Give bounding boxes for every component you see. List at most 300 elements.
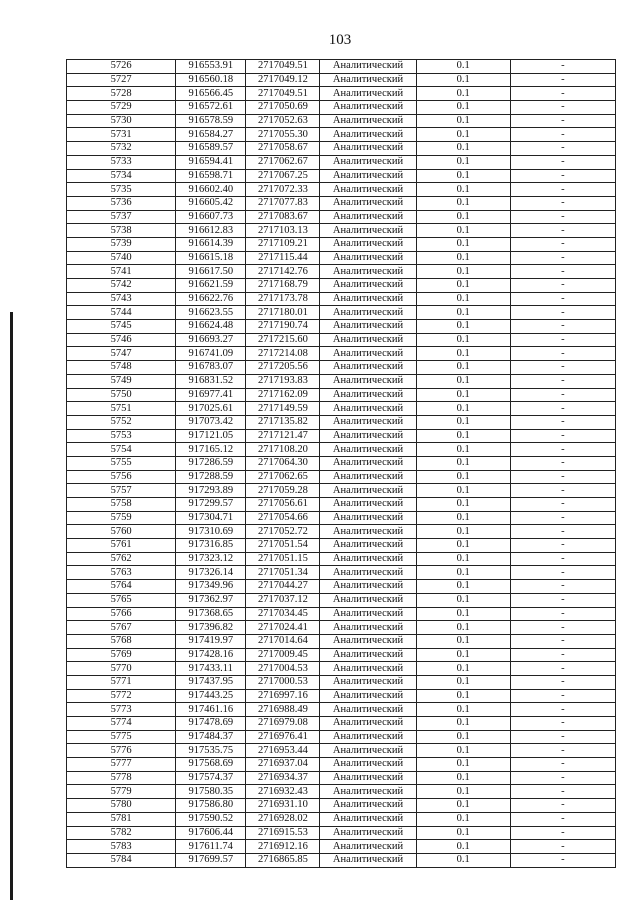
- y-coordinate-cell: 2717121.47: [246, 429, 320, 443]
- point-number-cell: 5729: [67, 101, 176, 115]
- table-row: [67, 429, 616, 443]
- y-coordinate-cell: 2716988.49: [246, 703, 320, 717]
- point-number-cell: 5743: [67, 292, 176, 306]
- table-row: [67, 128, 616, 142]
- x-coordinate-cell: 917484.37: [176, 730, 246, 744]
- note-cell: -: [510, 456, 615, 470]
- x-coordinate-cell: 917437.95: [176, 675, 246, 689]
- y-coordinate-cell: 2717142.76: [246, 265, 320, 279]
- method-cell: Аналитический: [320, 648, 416, 662]
- x-coordinate-cell: 917316.85: [176, 539, 246, 553]
- note-cell: -: [510, 265, 615, 279]
- method-cell: Аналитический: [320, 210, 416, 224]
- point-number-cell: 5783: [67, 840, 176, 854]
- precision-cell: 0.1: [416, 648, 510, 662]
- point-number-cell: 5779: [67, 785, 176, 799]
- table-row: [67, 306, 616, 320]
- method-cell: Аналитический: [320, 347, 416, 361]
- precision-cell: 0.1: [416, 101, 510, 115]
- method-cell: Аналитический: [320, 183, 416, 197]
- y-coordinate-cell: 2717108.20: [246, 443, 320, 457]
- y-coordinate-cell: 2717168.79: [246, 279, 320, 293]
- x-coordinate-cell: 917419.97: [176, 634, 246, 648]
- note-cell: -: [510, 853, 615, 867]
- x-coordinate-cell: 916566.45: [176, 87, 246, 101]
- y-coordinate-cell: 2717205.56: [246, 361, 320, 375]
- precision-cell: 0.1: [416, 265, 510, 279]
- x-coordinate-cell: 916584.27: [176, 128, 246, 142]
- point-number-cell: 5759: [67, 511, 176, 525]
- point-number-cell: 5777: [67, 758, 176, 772]
- precision-cell: 0.1: [416, 292, 510, 306]
- precision-cell: 0.1: [416, 142, 510, 156]
- table-row: [67, 593, 616, 607]
- precision-cell: 0.1: [416, 224, 510, 238]
- table-row: [67, 114, 616, 128]
- y-coordinate-cell: 2717059.28: [246, 484, 320, 498]
- point-number-cell: 5746: [67, 333, 176, 347]
- table-row: [67, 662, 616, 676]
- point-number-cell: 5782: [67, 826, 176, 840]
- y-coordinate-cell: 2717051.34: [246, 566, 320, 580]
- y-coordinate-cell: 2717193.83: [246, 374, 320, 388]
- method-cell: Аналитический: [320, 374, 416, 388]
- method-cell: Аналитический: [320, 388, 416, 402]
- note-cell: -: [510, 87, 615, 101]
- x-coordinate-cell: 916612.83: [176, 224, 246, 238]
- y-coordinate-cell: 2717077.83: [246, 196, 320, 210]
- x-coordinate-cell: 917299.57: [176, 498, 246, 512]
- y-coordinate-cell: 2717051.15: [246, 552, 320, 566]
- precision-cell: 0.1: [416, 73, 510, 87]
- y-coordinate-cell: 2717062.67: [246, 155, 320, 169]
- method-cell: Аналитический: [320, 292, 416, 306]
- y-coordinate-cell: 2716997.16: [246, 689, 320, 703]
- precision-cell: 0.1: [416, 539, 510, 553]
- note-cell: -: [510, 169, 615, 183]
- table-row: [67, 744, 616, 758]
- table-row: [67, 621, 616, 635]
- table-row: [67, 374, 616, 388]
- method-cell: Аналитический: [320, 443, 416, 457]
- y-coordinate-cell: 2717173.78: [246, 292, 320, 306]
- x-coordinate-cell: 917611.74: [176, 840, 246, 854]
- note-cell: -: [510, 251, 615, 265]
- precision-cell: 0.1: [416, 607, 510, 621]
- point-number-cell: 5733: [67, 155, 176, 169]
- table-row: [67, 142, 616, 156]
- point-number-cell: 5769: [67, 648, 176, 662]
- method-cell: Аналитический: [320, 853, 416, 867]
- y-coordinate-cell: 2717049.51: [246, 87, 320, 101]
- precision-cell: 0.1: [416, 114, 510, 128]
- table-row: [67, 730, 616, 744]
- point-number-cell: 5781: [67, 812, 176, 826]
- table-row: [67, 552, 616, 566]
- x-coordinate-cell: 917349.96: [176, 580, 246, 594]
- method-cell: Аналитический: [320, 607, 416, 621]
- note-cell: -: [510, 730, 615, 744]
- note-cell: -: [510, 552, 615, 566]
- x-coordinate-cell: 916560.18: [176, 73, 246, 87]
- point-number-cell: 5768: [67, 634, 176, 648]
- note-cell: -: [510, 415, 615, 429]
- note-cell: -: [510, 484, 615, 498]
- point-number-cell: 5767: [67, 621, 176, 635]
- x-coordinate-cell: 916614.39: [176, 237, 246, 251]
- point-number-cell: 5747: [67, 347, 176, 361]
- table-row: [67, 539, 616, 553]
- method-cell: Аналитический: [320, 114, 416, 128]
- method-cell: Аналитический: [320, 539, 416, 553]
- note-cell: -: [510, 799, 615, 813]
- precision-cell: 0.1: [416, 402, 510, 416]
- point-number-cell: 5749: [67, 374, 176, 388]
- point-number-cell: 5755: [67, 456, 176, 470]
- x-coordinate-cell: 917535.75: [176, 744, 246, 758]
- point-number-cell: 5726: [67, 60, 176, 74]
- y-coordinate-cell: 2717180.01: [246, 306, 320, 320]
- table-row: [67, 470, 616, 484]
- table-row: [67, 73, 616, 87]
- precision-cell: 0.1: [416, 771, 510, 785]
- point-number-cell: 5736: [67, 196, 176, 210]
- y-coordinate-cell: 2717037.12: [246, 593, 320, 607]
- note-cell: -: [510, 662, 615, 676]
- point-number-cell: 5760: [67, 525, 176, 539]
- note-cell: -: [510, 539, 615, 553]
- table-row: [67, 292, 616, 306]
- x-coordinate-cell: 917362.97: [176, 593, 246, 607]
- x-coordinate-cell: 917304.71: [176, 511, 246, 525]
- method-cell: Аналитический: [320, 196, 416, 210]
- method-cell: Аналитический: [320, 744, 416, 758]
- precision-cell: 0.1: [416, 634, 510, 648]
- table-row: [67, 717, 616, 731]
- note-cell: -: [510, 566, 615, 580]
- table-row: [67, 224, 616, 238]
- precision-cell: 0.1: [416, 552, 510, 566]
- precision-cell: 0.1: [416, 279, 510, 293]
- point-number-cell: 5748: [67, 361, 176, 375]
- y-coordinate-cell: 2716912.16: [246, 840, 320, 854]
- note-cell: -: [510, 361, 615, 375]
- y-coordinate-cell: 2716937.04: [246, 758, 320, 772]
- x-coordinate-cell: 916741.09: [176, 347, 246, 361]
- point-number-cell: 5728: [67, 87, 176, 101]
- precision-cell: 0.1: [416, 799, 510, 813]
- y-coordinate-cell: 2717064.30: [246, 456, 320, 470]
- y-coordinate-cell: 2717024.41: [246, 621, 320, 635]
- margin-bar: [10, 312, 13, 900]
- note-cell: -: [510, 812, 615, 826]
- note-cell: -: [510, 443, 615, 457]
- note-cell: -: [510, 128, 615, 142]
- precision-cell: 0.1: [416, 251, 510, 265]
- method-cell: Аналитический: [320, 142, 416, 156]
- note-cell: -: [510, 402, 615, 416]
- note-cell: -: [510, 73, 615, 87]
- method-cell: Аналитический: [320, 593, 416, 607]
- point-number-cell: 5735: [67, 183, 176, 197]
- x-coordinate-cell: 917443.25: [176, 689, 246, 703]
- note-cell: -: [510, 826, 615, 840]
- note-cell: -: [510, 580, 615, 594]
- method-cell: Аналитический: [320, 470, 416, 484]
- x-coordinate-cell: 916623.55: [176, 306, 246, 320]
- point-number-cell: 5731: [67, 128, 176, 142]
- precision-cell: 0.1: [416, 785, 510, 799]
- note-cell: -: [510, 840, 615, 854]
- method-cell: Аналитический: [320, 169, 416, 183]
- point-number-cell: 5766: [67, 607, 176, 621]
- table-row: [67, 484, 616, 498]
- x-coordinate-cell: 916605.42: [176, 196, 246, 210]
- point-number-cell: 5740: [67, 251, 176, 265]
- precision-cell: 0.1: [416, 456, 510, 470]
- y-coordinate-cell: 2717072.33: [246, 183, 320, 197]
- x-coordinate-cell: 917574.37: [176, 771, 246, 785]
- y-coordinate-cell: 2717052.63: [246, 114, 320, 128]
- note-cell: -: [510, 210, 615, 224]
- table-row: [67, 155, 616, 169]
- method-cell: Аналитический: [320, 73, 416, 87]
- method-cell: Аналитический: [320, 333, 416, 347]
- table-row: [67, 251, 616, 265]
- table-row: [67, 279, 616, 293]
- precision-cell: 0.1: [416, 183, 510, 197]
- x-coordinate-cell: 916617.50: [176, 265, 246, 279]
- point-number-cell: 5774: [67, 717, 176, 731]
- y-coordinate-cell: 2717103.13: [246, 224, 320, 238]
- point-number-cell: 5776: [67, 744, 176, 758]
- point-number-cell: 5737: [67, 210, 176, 224]
- y-coordinate-cell: 2717000.53: [246, 675, 320, 689]
- precision-cell: 0.1: [416, 812, 510, 826]
- x-coordinate-cell: 917293.89: [176, 484, 246, 498]
- point-number-cell: 5753: [67, 429, 176, 443]
- y-coordinate-cell: 2717135.82: [246, 415, 320, 429]
- table-row: [67, 840, 616, 854]
- x-coordinate-cell: 916693.27: [176, 333, 246, 347]
- point-number-cell: 5784: [67, 853, 176, 867]
- point-number-cell: 5763: [67, 566, 176, 580]
- x-coordinate-cell: 917461.16: [176, 703, 246, 717]
- table-row: [67, 443, 616, 457]
- x-coordinate-cell: 917121.05: [176, 429, 246, 443]
- precision-cell: 0.1: [416, 361, 510, 375]
- table-row: [67, 210, 616, 224]
- y-coordinate-cell: 2716976.41: [246, 730, 320, 744]
- method-cell: Аналитический: [320, 279, 416, 293]
- precision-cell: 0.1: [416, 484, 510, 498]
- precision-cell: 0.1: [416, 580, 510, 594]
- method-cell: Аналитический: [320, 484, 416, 498]
- method-cell: Аналитический: [320, 758, 416, 772]
- table-row: [67, 525, 616, 539]
- table-row: [67, 634, 616, 648]
- note-cell: -: [510, 142, 615, 156]
- precision-cell: 0.1: [416, 853, 510, 867]
- table-row: [67, 320, 616, 334]
- method-cell: Аналитический: [320, 785, 416, 799]
- point-number-cell: 5738: [67, 224, 176, 238]
- note-cell: -: [510, 675, 615, 689]
- note-cell: -: [510, 333, 615, 347]
- precision-cell: 0.1: [416, 347, 510, 361]
- precision-cell: 0.1: [416, 717, 510, 731]
- precision-cell: 0.1: [416, 744, 510, 758]
- table-row: [67, 87, 616, 101]
- note-cell: -: [510, 429, 615, 443]
- note-cell: -: [510, 237, 615, 251]
- y-coordinate-cell: 2717050.69: [246, 101, 320, 115]
- table-row: [67, 812, 616, 826]
- point-number-cell: 5772: [67, 689, 176, 703]
- method-cell: Аналитический: [320, 155, 416, 169]
- table-row: [67, 388, 616, 402]
- table-row: [67, 853, 616, 867]
- precision-cell: 0.1: [416, 566, 510, 580]
- point-number-cell: 5754: [67, 443, 176, 457]
- method-cell: Аналитический: [320, 456, 416, 470]
- x-coordinate-cell: 917580.35: [176, 785, 246, 799]
- y-coordinate-cell: 2717049.51: [246, 60, 320, 74]
- point-number-cell: 5758: [67, 498, 176, 512]
- y-coordinate-cell: 2717062.65: [246, 470, 320, 484]
- point-number-cell: 5773: [67, 703, 176, 717]
- precision-cell: 0.1: [416, 306, 510, 320]
- table-row: [67, 580, 616, 594]
- note-cell: -: [510, 374, 615, 388]
- note-cell: -: [510, 155, 615, 169]
- table-row: [67, 799, 616, 813]
- x-coordinate-cell: 917568.69: [176, 758, 246, 772]
- method-cell: Аналитический: [320, 525, 416, 539]
- point-number-cell: 5771: [67, 675, 176, 689]
- note-cell: -: [510, 634, 615, 648]
- table-row: [67, 347, 616, 361]
- note-cell: -: [510, 114, 615, 128]
- table-row: [67, 689, 616, 703]
- table-row: [67, 607, 616, 621]
- note-cell: -: [510, 224, 615, 238]
- precision-cell: 0.1: [416, 498, 510, 512]
- y-coordinate-cell: 2717004.53: [246, 662, 320, 676]
- precision-cell: 0.1: [416, 675, 510, 689]
- precision-cell: 0.1: [416, 87, 510, 101]
- x-coordinate-cell: 917606.44: [176, 826, 246, 840]
- point-number-cell: 5778: [67, 771, 176, 785]
- x-coordinate-cell: 916831.52: [176, 374, 246, 388]
- table-row: [67, 456, 616, 470]
- y-coordinate-cell: 2717215.60: [246, 333, 320, 347]
- table-row: [67, 771, 616, 785]
- x-coordinate-cell: 917025.61: [176, 402, 246, 416]
- note-cell: -: [510, 689, 615, 703]
- note-cell: -: [510, 183, 615, 197]
- x-coordinate-cell: 917326.14: [176, 566, 246, 580]
- precision-cell: 0.1: [416, 237, 510, 251]
- y-coordinate-cell: 2717162.09: [246, 388, 320, 402]
- table-row: [67, 196, 616, 210]
- table-row: [67, 703, 616, 717]
- y-coordinate-cell: 2717034.45: [246, 607, 320, 621]
- note-cell: -: [510, 279, 615, 293]
- note-cell: -: [510, 648, 615, 662]
- precision-cell: 0.1: [416, 662, 510, 676]
- y-coordinate-cell: 2717054.66: [246, 511, 320, 525]
- precision-cell: 0.1: [416, 374, 510, 388]
- point-number-cell: 5765: [67, 593, 176, 607]
- y-coordinate-cell: 2717190.74: [246, 320, 320, 334]
- method-cell: Аналитический: [320, 361, 416, 375]
- y-coordinate-cell: 2716928.02: [246, 812, 320, 826]
- note-cell: -: [510, 320, 615, 334]
- method-cell: Аналитический: [320, 128, 416, 142]
- table-row: [67, 183, 616, 197]
- x-coordinate-cell: 916783.07: [176, 361, 246, 375]
- point-number-cell: 5757: [67, 484, 176, 498]
- method-cell: Аналитический: [320, 552, 416, 566]
- precision-cell: 0.1: [416, 525, 510, 539]
- method-cell: Аналитический: [320, 306, 416, 320]
- x-coordinate-cell: 916977.41: [176, 388, 246, 402]
- point-number-cell: 5775: [67, 730, 176, 744]
- method-cell: Аналитический: [320, 580, 416, 594]
- y-coordinate-cell: 2717055.30: [246, 128, 320, 142]
- precision-cell: 0.1: [416, 730, 510, 744]
- table-row: [67, 265, 616, 279]
- y-coordinate-cell: 2716865.85: [246, 853, 320, 867]
- x-coordinate-cell: 916621.59: [176, 279, 246, 293]
- table-row: [67, 415, 616, 429]
- note-cell: -: [510, 621, 615, 635]
- y-coordinate-cell: 2717067.25: [246, 169, 320, 183]
- x-coordinate-cell: 917310.69: [176, 525, 246, 539]
- table-row: [67, 785, 616, 799]
- x-coordinate-cell: 916622.76: [176, 292, 246, 306]
- method-cell: Аналитический: [320, 498, 416, 512]
- method-cell: Аналитический: [320, 320, 416, 334]
- note-cell: -: [510, 511, 615, 525]
- point-number-cell: 5770: [67, 662, 176, 676]
- x-coordinate-cell: 917323.12: [176, 552, 246, 566]
- point-number-cell: 5742: [67, 279, 176, 293]
- method-cell: Аналитический: [320, 265, 416, 279]
- point-number-cell: 5751: [67, 402, 176, 416]
- method-cell: Аналитический: [320, 717, 416, 731]
- note-cell: -: [510, 758, 615, 772]
- precision-cell: 0.1: [416, 196, 510, 210]
- y-coordinate-cell: 2717051.54: [246, 539, 320, 553]
- precision-cell: 0.1: [416, 155, 510, 169]
- table-row: [67, 101, 616, 115]
- precision-cell: 0.1: [416, 60, 510, 74]
- method-cell: Аналитический: [320, 662, 416, 676]
- point-number-cell: 5761: [67, 539, 176, 553]
- note-cell: -: [510, 525, 615, 539]
- precision-cell: 0.1: [416, 210, 510, 224]
- method-cell: Аналитический: [320, 771, 416, 785]
- precision-cell: 0.1: [416, 511, 510, 525]
- table-row: [67, 402, 616, 416]
- y-coordinate-cell: 2717083.67: [246, 210, 320, 224]
- x-coordinate-cell: 916578.59: [176, 114, 246, 128]
- method-cell: Аналитический: [320, 703, 416, 717]
- y-coordinate-cell: 2716932.43: [246, 785, 320, 799]
- point-number-cell: 5732: [67, 142, 176, 156]
